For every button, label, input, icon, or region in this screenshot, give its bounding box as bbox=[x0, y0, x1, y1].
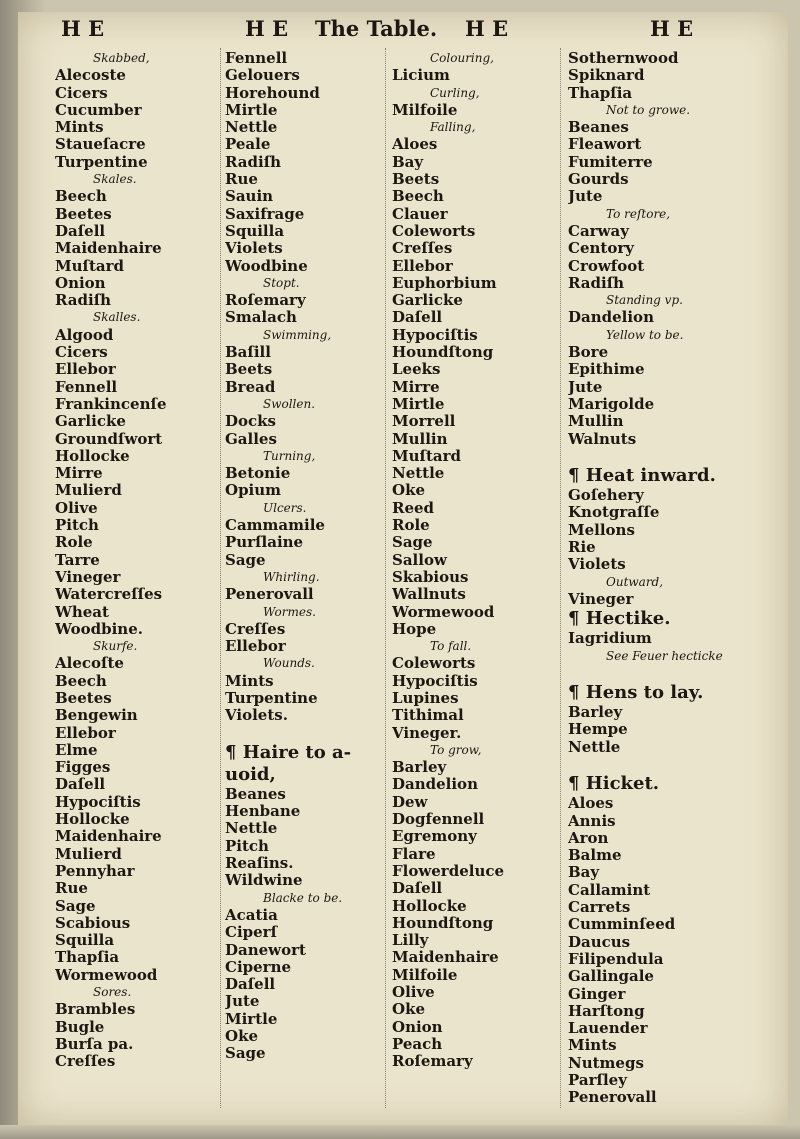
index-entry: Milfoile bbox=[392, 965, 458, 984]
index-entry: Mellons bbox=[568, 520, 635, 539]
column-rule bbox=[220, 48, 221, 1108]
index-section-heading: ¶ Haire to a- bbox=[225, 741, 352, 763]
index-entry: Nettle bbox=[225, 819, 278, 838]
index-entry: Radiſh bbox=[55, 291, 112, 310]
index-entry: Bay bbox=[568, 863, 600, 882]
index-entry: Nettle bbox=[568, 737, 621, 756]
index-entry: Iagridium bbox=[568, 629, 652, 648]
column-rule bbox=[560, 48, 561, 1108]
index-entry: Milfoile bbox=[392, 100, 458, 119]
index-entry: Mullin bbox=[392, 429, 448, 448]
index-entry: Jute bbox=[225, 992, 260, 1011]
index-entry: Creſſes bbox=[55, 1052, 116, 1071]
index-entry: Opium bbox=[225, 481, 282, 500]
index-entry bbox=[568, 665, 768, 682]
index-entry: Mints bbox=[225, 671, 274, 690]
index-entry: Creſſes bbox=[225, 619, 286, 638]
index-entry bbox=[225, 725, 385, 742]
index-entry: Reed bbox=[392, 498, 435, 517]
index-heading: To fall. bbox=[430, 639, 472, 654]
index-entry: Beanes bbox=[568, 118, 629, 137]
index-entry: Coleworts bbox=[392, 654, 476, 673]
index-entry: Bread bbox=[225, 377, 276, 396]
index-entry: Alecoſte bbox=[55, 654, 124, 673]
index-entry: Jute bbox=[568, 377, 603, 396]
index-entry: Violets bbox=[568, 555, 626, 574]
index-entry: Gelouers bbox=[225, 66, 300, 85]
index-entry: Olive bbox=[55, 498, 98, 517]
index-entry: Thapſia bbox=[55, 948, 120, 967]
index-entry: Purſlaine bbox=[225, 533, 304, 552]
index-heading: To reſtore, bbox=[606, 206, 671, 221]
index-entry: Algood bbox=[55, 325, 114, 344]
index-entry: Beech bbox=[55, 187, 107, 206]
index-entry: Turpentine bbox=[55, 152, 148, 171]
index-column-3 bbox=[392, 50, 560, 1120]
index-entry: Wheat bbox=[55, 602, 109, 621]
index-heading: Wormes. bbox=[263, 604, 316, 619]
index-entry: Daſell bbox=[55, 775, 106, 794]
index-column-4 bbox=[568, 50, 768, 1120]
index-column-2 bbox=[225, 50, 385, 1120]
index-entry: Ellebor bbox=[392, 256, 453, 275]
index-entry: Muſtard bbox=[392, 446, 462, 465]
running-header bbox=[55, 16, 775, 46]
index-heading: Wounds. bbox=[263, 656, 315, 671]
index-entry: Carrets bbox=[568, 898, 631, 917]
index-entry: Hempe bbox=[568, 720, 628, 739]
index-entry: Bore bbox=[568, 343, 609, 362]
index-entry: Mints bbox=[568, 1036, 617, 1055]
index-entry: Licium bbox=[392, 66, 450, 85]
index-entry: Dew bbox=[392, 792, 428, 811]
index-entry: Fennell bbox=[55, 377, 118, 396]
index-entry: Cumminſeed bbox=[568, 915, 676, 934]
index-entry: Squilla bbox=[55, 931, 115, 950]
index-entry: Daſell bbox=[225, 975, 276, 994]
index-entry: Tithimal bbox=[392, 706, 464, 725]
index-entry: Sage bbox=[55, 896, 96, 915]
index-entry: Creſſes bbox=[392, 239, 453, 258]
index-heading: Skurfe. bbox=[93, 639, 138, 654]
index-entry: Turpentine bbox=[225, 688, 318, 707]
index-entry: Nettle bbox=[225, 118, 278, 137]
index-entry: Barley bbox=[568, 703, 623, 722]
index-entry: Vineger bbox=[568, 589, 634, 608]
index-entry: Fennell bbox=[225, 50, 288, 67]
index-entry: Woodbine. bbox=[55, 619, 143, 638]
index-heading: Outward, bbox=[606, 574, 664, 589]
index-entry: Role bbox=[392, 516, 430, 535]
index-entry: Scabious bbox=[55, 913, 131, 932]
index-entry: Oke bbox=[392, 1000, 426, 1019]
index-entry: Horehound bbox=[225, 83, 320, 102]
index-entry: Tarre bbox=[55, 550, 100, 569]
index-entry: Ellebor bbox=[55, 723, 116, 742]
index-entry: Frankincenſe bbox=[55, 394, 167, 413]
index-heading: Curling, bbox=[430, 85, 480, 100]
index-entry: Beech bbox=[392, 187, 444, 206]
index-entry: Hypociſtis bbox=[392, 671, 478, 690]
index-entry: Lupines bbox=[392, 688, 459, 707]
index-entry: Betonie bbox=[225, 464, 291, 483]
index-entry: Burſa pa. bbox=[55, 1034, 134, 1053]
index-heading: Skales. bbox=[93, 172, 137, 187]
index-entry: Beech bbox=[55, 671, 107, 690]
index-entry: Vineger bbox=[55, 567, 121, 586]
index-entry: Sage bbox=[225, 1044, 266, 1063]
index-entry: Radiſh bbox=[568, 273, 625, 292]
index-entry: Dogfennell bbox=[392, 810, 485, 829]
index-entry: Danewort bbox=[225, 940, 306, 959]
index-entry: Epithime bbox=[568, 360, 645, 379]
index-entry: Bay bbox=[392, 152, 424, 171]
index-heading: See Feuer hecticke bbox=[606, 648, 723, 663]
index-entry: Pitch bbox=[55, 516, 99, 535]
index-heading: Swimming, bbox=[263, 327, 332, 342]
index-entry: Wallnuts bbox=[392, 585, 466, 604]
index-entry: Henbane bbox=[225, 802, 301, 821]
index-entry: Dandelion bbox=[392, 775, 478, 794]
index-entry: Role bbox=[55, 533, 93, 552]
index-entry: Egremony bbox=[392, 827, 477, 846]
index-entry: Goſehery bbox=[568, 486, 644, 505]
page-bottom-edge bbox=[0, 1125, 800, 1139]
index-entry: Houndſtong bbox=[392, 913, 494, 932]
index-entry: Hypociſtis bbox=[55, 792, 141, 811]
index-heading: Standing vp. bbox=[606, 293, 683, 308]
index-heading: Turning, bbox=[263, 448, 316, 463]
index-entry: Beets bbox=[225, 360, 273, 379]
index-entry: Violets. bbox=[225, 706, 288, 725]
index-entry: Sallow bbox=[392, 550, 447, 569]
index-entry: Harſtong bbox=[568, 1001, 645, 1020]
index-entry: Oke bbox=[392, 481, 426, 500]
index-entry: Watercreſſes bbox=[55, 585, 163, 604]
index-entry: Alecoste bbox=[55, 66, 126, 85]
index-entry: Cicers bbox=[55, 83, 108, 102]
index-heading: Stopt. bbox=[263, 275, 300, 290]
index-entry: Balme bbox=[568, 846, 622, 865]
index-heading: Whirling. bbox=[263, 569, 320, 584]
index-entry: Peale bbox=[225, 135, 271, 154]
index-entry: Pennyhar bbox=[55, 861, 135, 880]
index-entry: Gallingale bbox=[568, 967, 654, 986]
index-entry: Ellebor bbox=[55, 360, 116, 379]
index-entry: Radiſh bbox=[225, 152, 282, 171]
index-entry: Elme bbox=[55, 740, 98, 759]
index-entry: Aloes bbox=[568, 794, 614, 813]
index-entry: Ciperne bbox=[225, 957, 292, 976]
index-entry: Flowerdeluce bbox=[392, 861, 505, 880]
index-entry: Euphorbium bbox=[392, 273, 497, 292]
index-entry: Peach bbox=[392, 1034, 443, 1053]
index-heading: Yellow to be. bbox=[606, 327, 684, 342]
index-entry: Sage bbox=[225, 550, 266, 569]
index-entry: Smalach bbox=[225, 308, 297, 327]
index-entry: Garlicke bbox=[392, 291, 463, 310]
index-heading: Swollen. bbox=[263, 396, 316, 411]
index-entry: Figges bbox=[55, 758, 111, 777]
index-entry: Daucus bbox=[568, 932, 631, 951]
index-entry: Wormewood bbox=[392, 602, 495, 621]
index-entry: Pitch bbox=[225, 836, 269, 855]
index-entry: Woodbine bbox=[225, 256, 308, 275]
index-entry: Bengewin bbox=[55, 706, 138, 725]
index-entry: Coleworts bbox=[392, 221, 476, 240]
index-entry: Nettle bbox=[392, 464, 445, 483]
index-entry: Sage bbox=[392, 533, 433, 552]
index-entry: Skabious bbox=[392, 567, 469, 586]
page-title: The Table. bbox=[315, 16, 438, 41]
index-entry: Morrell bbox=[392, 412, 456, 431]
index-entry: Thapſia bbox=[568, 83, 633, 102]
index-entry: Carway bbox=[568, 221, 629, 240]
index-entry: Fleawort bbox=[568, 135, 642, 154]
index-entry: Beanes bbox=[225, 784, 286, 803]
index-entry: Sauin bbox=[225, 187, 274, 206]
index-entry: Aron bbox=[568, 828, 609, 847]
index-entry: Daſell bbox=[392, 879, 443, 898]
index-entry: Beetes bbox=[55, 204, 112, 223]
index-entry: Aloes bbox=[392, 135, 438, 154]
index-entry: Ginger bbox=[568, 984, 626, 1003]
index-entry: Mirre bbox=[55, 464, 103, 483]
index-entry: Reaſins. bbox=[225, 854, 294, 873]
index-heading: Falling, bbox=[430, 120, 476, 135]
index-entry: Gourds bbox=[568, 170, 629, 189]
index-entry: Leeks bbox=[392, 360, 441, 379]
index-heading: Blacke to be. bbox=[263, 890, 343, 905]
index-entry: Parſley bbox=[568, 1071, 627, 1090]
index-entry: Groundſwort bbox=[55, 429, 163, 448]
column-rule bbox=[385, 48, 386, 1108]
index-heading: Skabbed, bbox=[93, 51, 150, 65]
index-entry: Centory bbox=[568, 239, 634, 258]
index-entry: Baſill bbox=[225, 343, 271, 362]
index-entry: Fumiterre bbox=[568, 152, 653, 171]
index-entry: Callamint bbox=[568, 880, 651, 899]
index-entry: Hollocke bbox=[55, 810, 130, 829]
index-entry: Annis bbox=[568, 811, 616, 830]
index-entry: Mullin bbox=[568, 412, 624, 431]
index-section-heading: ¶ Heat inward. bbox=[568, 465, 716, 487]
index-entry: Roſemary bbox=[392, 1052, 473, 1071]
index-entry: Houndſtong bbox=[392, 343, 494, 362]
index-heading: Colouring, bbox=[430, 51, 494, 65]
index-entry: Jute bbox=[568, 187, 603, 206]
title-suffix: H E bbox=[465, 16, 509, 41]
index-entry: Saxifrage bbox=[225, 204, 305, 223]
index-entry: Onion bbox=[55, 273, 106, 292]
index-entry: Wormewood bbox=[55, 965, 158, 984]
index-entry: Maidenhaire bbox=[392, 948, 499, 967]
index-entry: Mirtle bbox=[225, 1009, 278, 1028]
index-entry: Squilla bbox=[225, 221, 285, 240]
index-entry: Acatia bbox=[225, 905, 278, 924]
index-heading: To grow, bbox=[430, 742, 482, 757]
index-entry: Rue bbox=[55, 879, 88, 898]
index-entry: Hope bbox=[392, 619, 437, 638]
running-head-right: H E bbox=[650, 16, 694, 41]
index-entry bbox=[568, 448, 768, 465]
index-entry: Mirtle bbox=[225, 100, 278, 119]
index-entry: Cammamile bbox=[225, 516, 325, 535]
index-entry: Hollocke bbox=[392, 896, 467, 915]
index-entry: Lilly bbox=[392, 931, 429, 950]
title-prefix: H E bbox=[245, 16, 289, 41]
index-entry: Galles bbox=[225, 429, 277, 448]
index-entry bbox=[568, 756, 768, 773]
index-entry: Garlicke bbox=[55, 412, 126, 431]
index-entry: Beets bbox=[392, 170, 440, 189]
index-entry: Crowfoot bbox=[568, 256, 645, 275]
index-entry: Mints bbox=[55, 118, 104, 137]
index-entry: Sothernwood bbox=[568, 50, 679, 67]
index-entry: Barley bbox=[392, 758, 447, 777]
index-entry: Ciperſ bbox=[225, 923, 278, 942]
index-heading: Skalles. bbox=[93, 310, 141, 325]
index-section-heading: ¶ Hicket. bbox=[568, 773, 660, 795]
index-entry: Spiknard bbox=[568, 66, 645, 85]
index-entry: Roſemary bbox=[225, 291, 306, 310]
index-entry: Rue bbox=[225, 170, 258, 189]
index-entry: Mirtle bbox=[392, 394, 445, 413]
index-entry: Ellebor bbox=[225, 637, 286, 656]
index-entry: Dandelion bbox=[568, 308, 654, 327]
index-entry: Staueſacre bbox=[55, 135, 146, 154]
index-entry: Nutmegs bbox=[568, 1053, 644, 1072]
index-entry: Maidenhaire bbox=[55, 239, 162, 258]
index-entry: Hollocke bbox=[55, 446, 130, 465]
index-entry: Daſell bbox=[392, 308, 443, 327]
index-entry: Knotgraſſe bbox=[568, 503, 660, 522]
index-entry: Violets bbox=[225, 239, 283, 258]
index-entry: Onion bbox=[392, 1017, 443, 1036]
index-entry: Hypociſtis bbox=[392, 325, 478, 344]
index-entry: Mulierd bbox=[55, 844, 122, 863]
index-entry: Cucumber bbox=[55, 100, 142, 119]
index-entry: Wildwine bbox=[225, 871, 303, 890]
index-section-heading: uoid, bbox=[225, 763, 276, 785]
index-entry: Brambles bbox=[55, 1000, 136, 1019]
index-heading: Sores. bbox=[93, 985, 132, 1000]
index-entry: Clauer bbox=[392, 204, 448, 223]
index-entry: Mirre bbox=[392, 377, 440, 396]
index-entry: Walnuts bbox=[568, 429, 637, 448]
index-entry: Daſell bbox=[55, 221, 106, 240]
index-entry: Muſtard bbox=[55, 256, 125, 275]
index-entry: Oke bbox=[225, 1027, 259, 1046]
index-entry: Maidenhaire bbox=[55, 827, 162, 846]
index-entry: Docks bbox=[225, 412, 276, 431]
index-entry: Vineger. bbox=[392, 723, 462, 742]
index-section-heading: ¶ Hens to lay. bbox=[568, 682, 704, 704]
index-entry: Penerovall bbox=[568, 1088, 657, 1107]
index-column-1 bbox=[55, 50, 220, 1120]
index-entry: Flare bbox=[392, 844, 436, 863]
index-heading: Ulcers. bbox=[263, 500, 307, 515]
index-heading: Not to growe. bbox=[606, 102, 691, 117]
running-head-left: H E bbox=[61, 16, 105, 41]
index-entry: Cicers bbox=[55, 343, 108, 362]
index-entry: Rie bbox=[568, 538, 596, 557]
index-entry: Filipendula bbox=[568, 949, 664, 968]
index-entry: Bugle bbox=[55, 1017, 105, 1036]
index-entry: Mulierd bbox=[55, 481, 122, 500]
index-entry: Beetes bbox=[55, 688, 112, 707]
index-entry: Olive bbox=[392, 983, 435, 1002]
index-entry: Lauender bbox=[568, 1019, 648, 1038]
index-entry: Penerovall bbox=[225, 585, 314, 604]
index-section-heading: ¶ Hectike. bbox=[568, 608, 671, 630]
index-entry: Marigolde bbox=[568, 394, 655, 413]
